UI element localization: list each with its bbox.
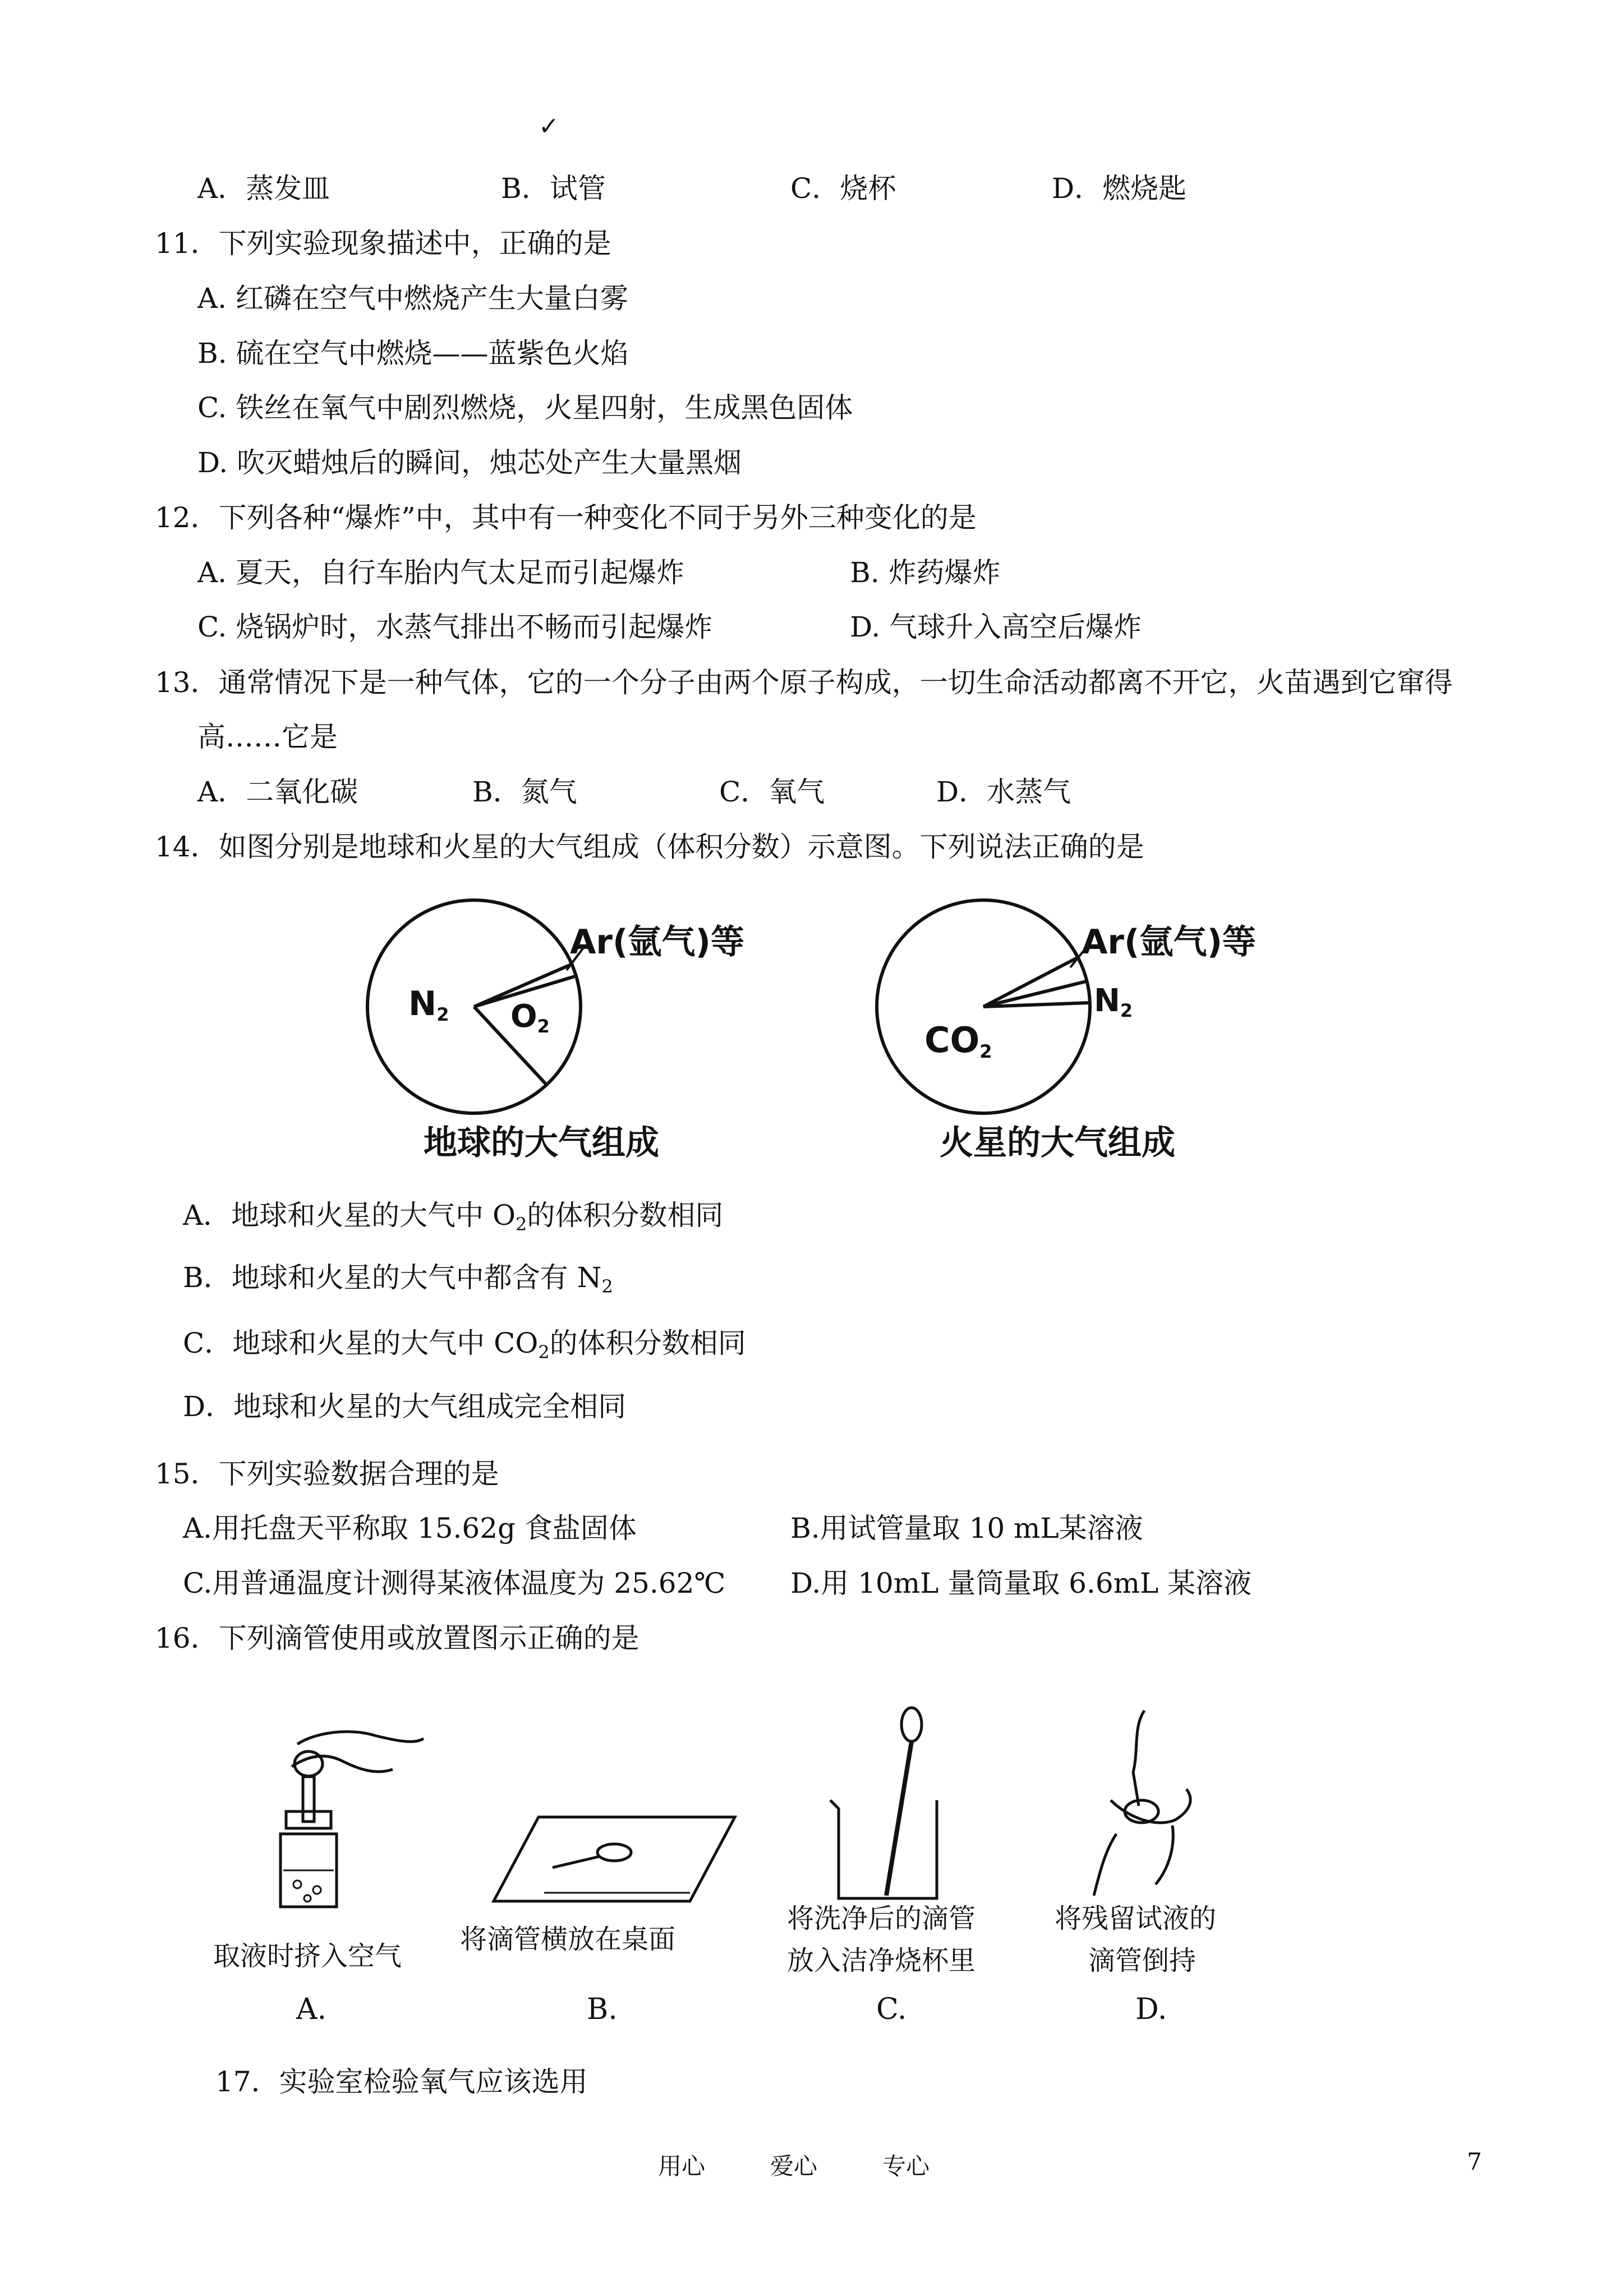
q14-option-a: A．地球和火星的大气中 $O_2$的体积分数相同 — [183, 1199, 724, 1235]
q12-option-c: C. 烧锅炉时，水蒸气排出不畅而引起爆炸 — [197, 611, 713, 643]
fig-a-bottle-neck — [286, 1811, 331, 1828]
q15-option-a: A.用托盘天平称取 15.62g 食盐固体 — [183, 1512, 637, 1545]
fig-b-dropper-bulb — [597, 1844, 631, 1861]
fig-a-bubble — [304, 1895, 311, 1902]
mars-caption: 火星的大气组成 — [940, 1123, 1175, 1163]
q11-stem: 11．下列实验现象描述中，正确的是 — [155, 227, 611, 260]
checkmark: ✓ — [539, 112, 559, 141]
footer-motto-2: 爱心 — [770, 2152, 818, 2180]
q10-option-b: B．试管 — [501, 172, 606, 205]
q11-option-a: A. 红磷在空气中燃烧产生大量白雾 — [197, 282, 628, 315]
q17-stem: 17．实验室检验氧气应该选用 — [215, 2066, 588, 2098]
fig-a-letter: A. — [296, 1993, 327, 2026]
earth-label-n2: $N_2$ — [408, 984, 449, 1025]
fig-c-caption-line2: 放入洁净烧杯里 — [787, 1945, 976, 1976]
q11-option-d: D. 吹灭蜡烛后的瞬间，烛芯处产生大量黑烟 — [197, 446, 742, 479]
fig-c-dropper-bulb — [901, 1708, 922, 1741]
q12-stem: 12．下列各种“爆炸”中，其中有一种变化不同于另外三种变化的是 — [155, 501, 977, 534]
page-number: 7 — [1467, 2148, 1482, 2175]
q11-option-c: C. 铁丝在氧气中剧烈燃烧，火星四射，生成黑色固体 — [197, 391, 853, 424]
fig-d-caption-line1: 将残留试液的 — [1055, 1903, 1217, 1934]
dropper-figure-a — [264, 1722, 426, 1918]
q14-option-c: C．地球和火星的大气中 $CO_2$的体积分数相同 — [183, 1327, 746, 1363]
fig-a-hand-fingers — [292, 1756, 393, 1772]
q15-option-c: C.用普通温度计测得某液体温度为 25.62℃ — [183, 1567, 726, 1599]
q16-stem: 16．下列滴管使用或放置图示正确的是 — [155, 1622, 640, 1654]
fig-c-beaker — [830, 1800, 937, 1898]
mars-label-n2: $N_2$ — [1094, 983, 1133, 1021]
q13-stem-line2: 高……它是 — [197, 721, 338, 753]
q13-option-a: A．二氧化碳 — [197, 776, 358, 808]
fig-b-caption: 将滴管横放在桌面 — [460, 1924, 676, 1955]
q12-option-a: A. 夏天，自行车胎内气太足而引起爆炸 — [197, 556, 684, 589]
earth-label-ar: Ar(氩气)等 — [570, 923, 744, 962]
q14-stem: 14．如图分别是地球和火星的大气组成（体积分数）示意图。下列说法正确的是 — [155, 831, 1144, 863]
fig-c-caption-line1: 将洗净后的滴管 — [787, 1903, 976, 1934]
q13-stem-line1: 13．通常情况下是一种气体，它的一个分子由两个原子构成，一切生命活动都离不开它，火苗遇到它窜得 — [155, 666, 1453, 699]
footer-motto-1: 用心 — [658, 2152, 706, 2180]
fig-a-hand-upper — [297, 1732, 424, 1744]
fig-a-bubble — [293, 1880, 301, 1888]
q13-option-d: D．水蒸气 — [936, 776, 1071, 808]
q15-option-b: B.用试管量取 10 mL某溶液 — [790, 1512, 1143, 1545]
dropper-figure-c — [825, 1705, 959, 1912]
dropper-figure-d — [1077, 1705, 1212, 1901]
fig-a-caption: 取液时挤入空气 — [213, 1940, 402, 1972]
q14-option-b: B．地球和火星的大气中都含有 $N_2$ — [183, 1261, 613, 1297]
fig-d-caption-line2: 滴管倒持 — [1088, 1945, 1197, 1976]
q11-option-b: B. 硫在空气中燃烧——蓝紫色火焰 — [197, 337, 629, 370]
dropper-figure-b — [488, 1811, 740, 1907]
fig-d-letter: D. — [1135, 1993, 1167, 2026]
q14-option-d: D．地球和火星的大气组成完全相同 — [183, 1390, 627, 1423]
mars-label-co2: $CO_2$ — [924, 1020, 992, 1062]
fig-d-dropper-tube — [1133, 1711, 1144, 1806]
q10-option-a: A．蒸发皿 — [197, 172, 330, 205]
earth-caption: 地球的大气组成 — [424, 1123, 659, 1163]
fig-b-table — [494, 1817, 735, 1901]
q12-option-d: D. 气球升入高空后爆炸 — [850, 611, 1142, 643]
q10-option-d: D．燃烧匙 — [1052, 172, 1187, 205]
q12-option-b: B. 炸药爆炸 — [850, 556, 1001, 589]
mars-label-ar: Ar(氩气)等 — [1082, 923, 1256, 962]
q13-option-b: B．氮气 — [472, 776, 577, 808]
fig-a-dropper-tube — [303, 1777, 314, 1822]
fig-b-letter: B. — [587, 1993, 618, 2026]
footer-motto-3: 专心 — [882, 2152, 930, 2180]
q15-option-d: D.用 10mL 量筒量取 6.6mL 某溶液 — [790, 1567, 1252, 1599]
fig-d-wrist — [1156, 1825, 1173, 1884]
fig-c-letter: C. — [876, 1993, 907, 2026]
fig-b-dropper-tube — [553, 1856, 600, 1868]
fig-d-wrist — [1094, 1834, 1116, 1896]
earth-label-o2: $O_2$ — [510, 998, 550, 1037]
fig-c-dropper-tube — [886, 1741, 912, 1896]
mars-atmosphere-pie — [868, 892, 1104, 1127]
q15-stem: 15．下列实验数据合理的是 — [155, 1458, 499, 1490]
earth-atmosphere-pie — [359, 892, 595, 1127]
q10-option-c: C．烧杯 — [790, 172, 896, 205]
fig-a-bubble — [313, 1886, 321, 1894]
mars-pie-divider-ar — [983, 958, 1077, 1007]
q13-option-c: C．氧气 — [719, 776, 825, 808]
fig-d-hand — [1111, 1789, 1190, 1823]
